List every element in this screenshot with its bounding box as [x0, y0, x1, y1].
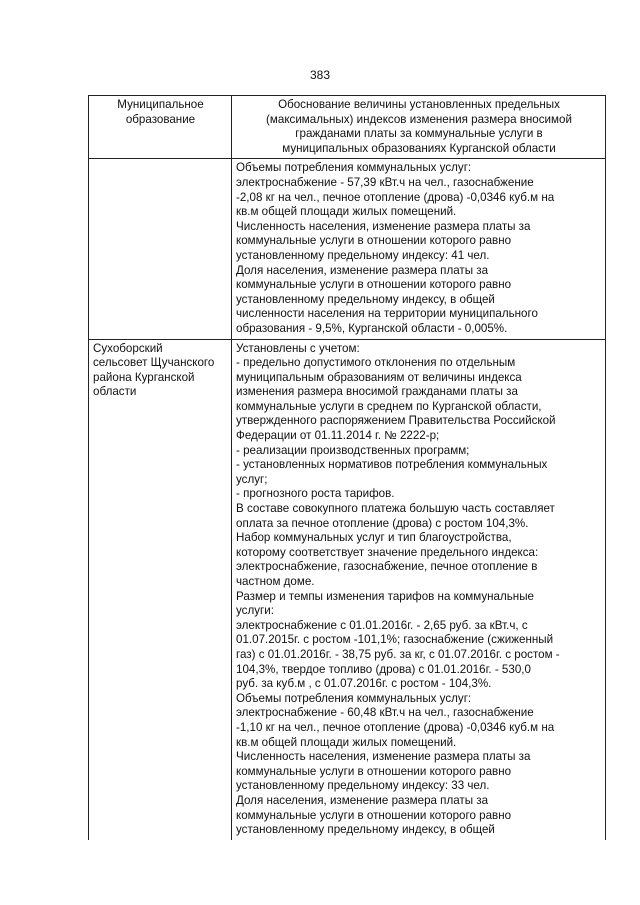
header-line: муниципальных образованиях Курганской области [282, 141, 556, 155]
text-line: - реализации производственных программ; [236, 443, 470, 457]
table-row [89, 339, 606, 840]
text-line: руб. за куб.м , с 01.07.2016г. с ростом - 104,3%. [236, 677, 492, 691]
text-line: газ) с 01.01.2016г. - 38,75 руб. за кг, с 01.07.2016г. с ростом - [236, 647, 560, 661]
table-header-row [89, 96, 606, 159]
text-line: Доля населения, изменение размера платы за [236, 793, 489, 807]
text-line: установленному предельному индексу: 41 чел. [236, 248, 490, 262]
text-line: электроснабжение с 01.01.2016г. - 2,65 руб. за кВт.ч, с [236, 618, 528, 632]
text-line: области [93, 385, 137, 399]
text-line: Набор коммунальных услуг и тип благоустройства, [236, 531, 512, 545]
text-line: установленному предельному индексу: 33 чел. [236, 779, 490, 793]
text-line: численности населения на территории муниципального [236, 307, 538, 321]
text-line: 01.07.2015г. с ростом -101,1%; газоснабжение (сжиженный [236, 633, 554, 647]
header-line: гражданами платы за коммунальные услуги в [295, 127, 543, 141]
text-line: Сухоборский [93, 341, 163, 355]
page-number: 383 [309, 68, 331, 82]
text-line: электроснабжение - 60,48 кВт.ч на чел., газоснабжение [236, 706, 534, 720]
municipality-cell [89, 159, 232, 339]
text-line: электроснабжение, газоснабжение, печное отопление в [236, 560, 538, 574]
text-line: сельсовет Щучанского [93, 356, 215, 370]
text-line: образования - 9,5%, Курганской области - 0,005%. [236, 321, 508, 335]
text-line: кв.м общей площади жилых помещений. [236, 205, 457, 219]
text-line: Объемы потребления коммунальных услуг: [236, 691, 472, 705]
text-line: установленному предельному индексу, в общей [236, 292, 495, 306]
text-line: оплата за печное отопление (дрова) с ростом 104,3%. [236, 516, 529, 530]
text-line: коммунальные услуги в отношении которого равно [236, 278, 512, 292]
text-line: района Курганской [93, 370, 195, 384]
text-line: коммунальные услуги в среднем по Курганской области, [236, 399, 542, 413]
table-row [89, 159, 606, 339]
municipality-cell [89, 339, 232, 840]
justification-cell [232, 339, 606, 840]
header-line: Муниципальное [117, 98, 204, 111]
text-line: частном доме. [236, 575, 315, 588]
text-line: услуг; [236, 472, 268, 486]
text-line: установленному предельному индексу, в общей [236, 823, 495, 837]
text-line: Установлены с учетом: [236, 341, 360, 355]
text-line: кв.м общей площади жилых помещений. [236, 735, 457, 749]
text-line: -2,08 кг на чел., печное отопление (дрова) -0,0346 куб.м на [236, 190, 555, 204]
header-line: Обоснование величины установленных предельных [278, 98, 560, 111]
header-line: образование [125, 112, 196, 126]
text-line: коммунальные услуги в отношении которого равно [236, 808, 512, 822]
text-line: которому соответствует значение предельного индекса: [236, 545, 539, 559]
text-line: - установленных нормативов потребления коммунальных [236, 458, 548, 472]
justification-cell [232, 159, 606, 339]
header-municipality [89, 96, 232, 159]
text-line: 104,3%, твердое топливо (дрова) с 01.01.2016г. - 530,0 [236, 662, 531, 676]
text-line: Численность населения, изменение размера платы за [236, 750, 531, 764]
tariff-justification-table [88, 95, 606, 840]
text-line: Доля населения, изменение размера платы за [236, 263, 489, 277]
text-line: Объемы потребления коммунальных услуг: [236, 161, 472, 175]
text-line: муниципальным образованиям от величины индекса [236, 370, 522, 384]
text-line: электроснабжение - 57,39 кВт.ч на чел., газоснабжение [236, 175, 534, 189]
text-line: утвержденного распоряжением Правительства Российской [236, 414, 556, 428]
text-line: - предельно допустимого отклонения по отдельным [236, 356, 516, 370]
text-line: -1,10 кг на чел., печное отопление (дрова) -0,0346 куб.м на [236, 720, 555, 734]
text-line: Размер и темпы изменения тарифов на коммунальные [236, 589, 534, 603]
text-line: изменения размера вносимой гражданами платы за [236, 385, 518, 399]
text-line: услуги: [236, 604, 274, 618]
text-line: В составе совокупного платежа большую часть составляет [236, 502, 555, 516]
header-line: (максимальных) индексов изменения размера вносимой [266, 112, 572, 126]
text-line: Численность населения, изменение размера платы за [236, 219, 531, 233]
text-line: - прогнозного роста тарифов. [236, 487, 395, 501]
text-line: коммунальные услуги в отношении которого равно [236, 234, 512, 248]
text-line: коммунальные услуги в отношении которого равно [236, 764, 512, 778]
text-line: Федерации от 01.11.2014 г. № 2222-р; [236, 429, 440, 443]
header-justification [232, 96, 606, 159]
